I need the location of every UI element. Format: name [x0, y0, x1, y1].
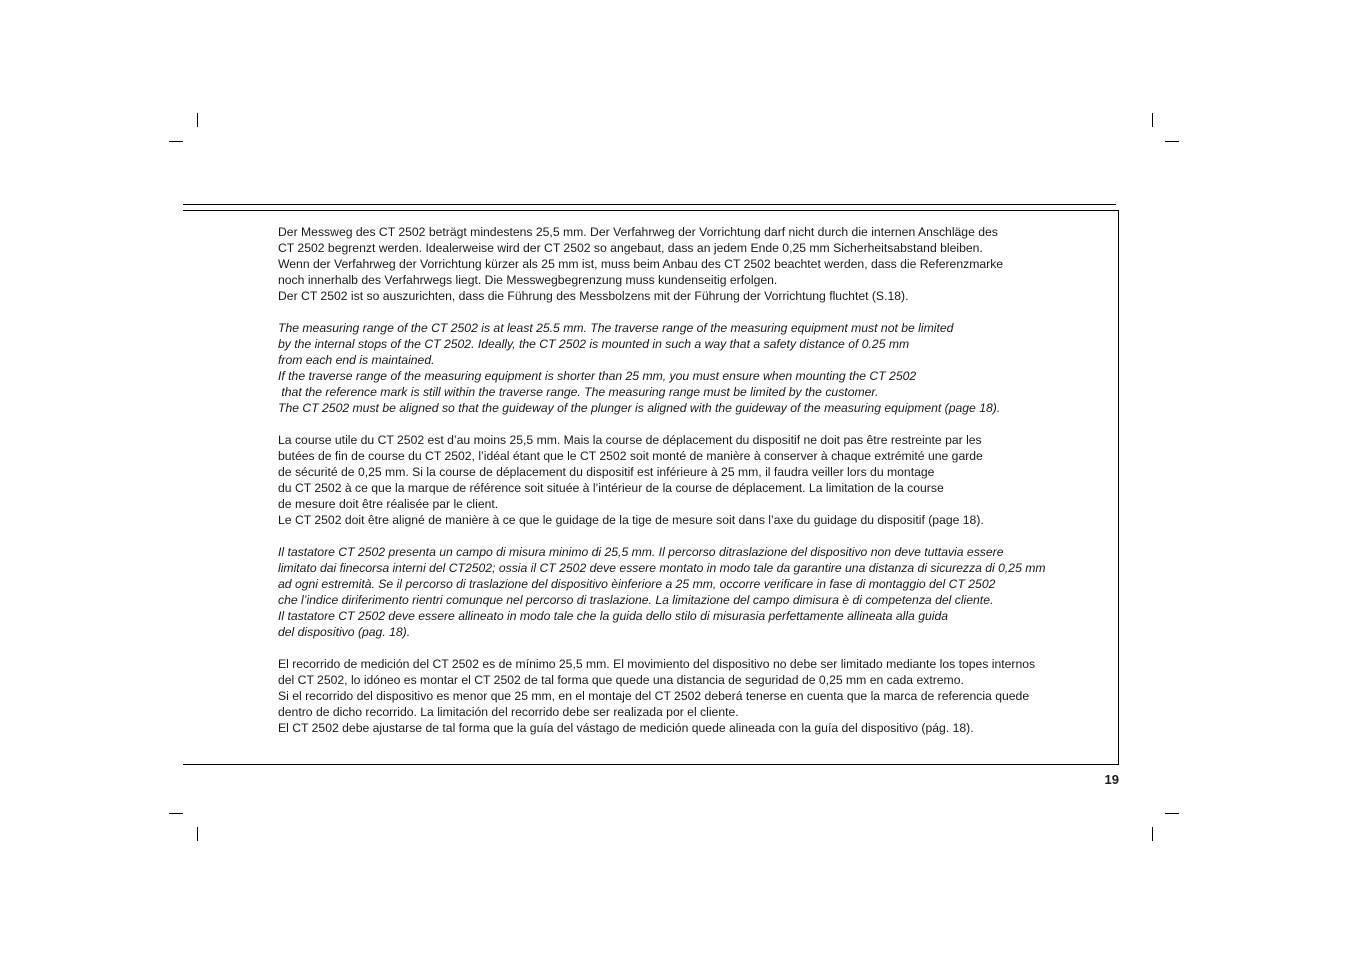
- page-body: [278, 224, 1113, 752]
- text-line: dentro de dicho recorrido. La limitación del recorrido debe ser realizada por el cliente.: [278, 705, 739, 719]
- text-line: ad ogni estremità. Se il percorso di traslazione del dispositivo èinferiore a 25 mm, occorre verificare in fase di montaggio del CT 2502: [278, 577, 996, 591]
- text-line: noch innerhalb des Verfahrwegs liegt. Die Messwegbegrenzung muss kundenseitig erfolgen.: [278, 273, 778, 287]
- text-line: El CT 2502 debe ajustarse de tal forma que la guía del vástago de medición quede alineada con la guía del dispositivo (pág. 18).: [278, 721, 974, 735]
- text-line: butées de fin de course du CT 2502, l’idéal étant que le CT 2502 soit monté de manière à conserver à chaque extrémité une garde: [278, 449, 983, 463]
- paragraph-english: [278, 320, 1113, 416]
- crop-mark-top-left-horizontal: [169, 141, 183, 142]
- crop-mark-top-right-vertical: [1152, 113, 1153, 127]
- frame-top-border: [183, 210, 1119, 211]
- crop-mark-bottom-right-horizontal: [1165, 813, 1179, 814]
- text-line: The measuring range of the CT 2502 is at least 25.5 mm. The traverse range of the measuring equipment must not be limited: [278, 321, 954, 335]
- frame-bottom-border: [183, 764, 1119, 765]
- text-line: La course utile du CT 2502 est d’au moins 25,5 mm. Mais la course de déplacement du dispositif ne doit pas être restreinte par les: [278, 433, 982, 447]
- text-line: del dispositivo (pag. 18).: [278, 625, 411, 639]
- paragraph-german: [278, 224, 1113, 304]
- text-line: If the traverse range of the measuring equipment is shorter than 25 mm, you must ensure when mounting the CT 2502: [278, 369, 917, 383]
- text-line: de mesure doit être réalisée par le client.: [278, 497, 499, 511]
- header-rule: [183, 204, 1116, 205]
- text-line: Il tastatore CT 2502 deve essere allineato in modo tale che la guida dello stilo di misurasia perfettamente allineata alla guida: [278, 609, 949, 623]
- crop-mark-bottom-left-vertical: [197, 827, 198, 841]
- text-line: du CT 2502 à ce que la marque de référence soit située à l’intérieur de la course de déplacement. La limitation de la course: [278, 481, 944, 495]
- text-line: Le CT 2502 doit être aligné de manière à ce que le guidage de la tige de mesure soit dans l’axe du guidage du dispositif (page 18).: [278, 513, 984, 527]
- crop-mark-top-left-vertical: [197, 113, 198, 127]
- paragraph-italian: [278, 544, 1113, 640]
- text-line: Il tastatore CT 2502 presenta un campo di misura minimo di 25,5 mm. Il percorso ditraslazione del dispositivo non deve tuttavia essere: [278, 545, 1004, 559]
- text-line: El recorrido de medición del CT 2502 es de mínimo 25,5 mm. El movimiento del dispositivo no debe ser limitado mediante los topes internos: [278, 657, 1036, 671]
- text-line: che l’indice diriferimento rientri comunque nel percorso di traslazione. La limitazione del campo dimisura è di competenza del cliente.: [278, 593, 994, 607]
- text-line: that the reference mark is still within the traverse range. The measuring range must be limited by the customer.: [278, 385, 879, 399]
- crop-mark-bottom-right-vertical: [1152, 827, 1153, 841]
- text-line: limitato dai finecorsa interni del CT2502; ossia il CT 2502 deve essere montato in modo tale da garantire una distanza di sicurezza di 0,25 mm: [278, 561, 1046, 575]
- crop-mark-bottom-left-horizontal: [169, 813, 183, 814]
- text-line: Wenn der Verfahrweg der Vorrichtung kürzer als 25 mm ist, muss beim Anbau des CT 2502 beachtet werden, dass die Referenzmarke: [278, 257, 1004, 271]
- text-line: by the internal stops of the CT 2502. Ideally, the CT 2502 is mounted in such a way that a safety distance of 0.25 mm: [278, 337, 910, 351]
- text-line: Si el recorrido del dispositivo es menor que 25 mm, en el montaje del CT 2502 deberá tenerse en cuenta que la marca de referencia quede: [278, 689, 1030, 703]
- text-line: CT 2502 begrenzt werden. Idealerweise wird der CT 2502 so angebaut, dass an jedem Ende 0,25 mm Sicherheitsabstand bleiben.: [278, 241, 983, 255]
- text-line: The CT 2502 must be aligned so that the guideway of the plunger is aligned with the guideway of the measuring equipment (page 18).: [278, 401, 1001, 415]
- text-line: del CT 2502, lo idóneo es montar el CT 2502 de tal forma que quede una distancia de seguridad de 0,25 mm en cada extremo.: [278, 673, 964, 687]
- text-line: Der Messweg des CT 2502 beträgt mindestens 25,5 mm. Der Verfahrweg der Vorrichtung darf nicht durch die internen Anschläge des: [278, 225, 998, 239]
- text-line: Der CT 2502 ist so auszurichten, dass die Führung des Messbolzens mit der Führung der Vorrichtung fluchtet (S.18).: [278, 289, 909, 303]
- text-line: de sécurité de 0,25 mm. Si la course de déplacement du dispositif est inférieure à 25 mm, il faudra veiller lors du montage: [278, 465, 935, 479]
- frame-right-border: [1118, 210, 1119, 765]
- crop-mark-top-right-horizontal: [1165, 141, 1179, 142]
- page-number: 19: [1104, 772, 1119, 787]
- paragraph-spanish: [278, 656, 1113, 736]
- text-line: from each end is maintained.: [278, 353, 435, 367]
- paragraph-french: [278, 432, 1113, 528]
